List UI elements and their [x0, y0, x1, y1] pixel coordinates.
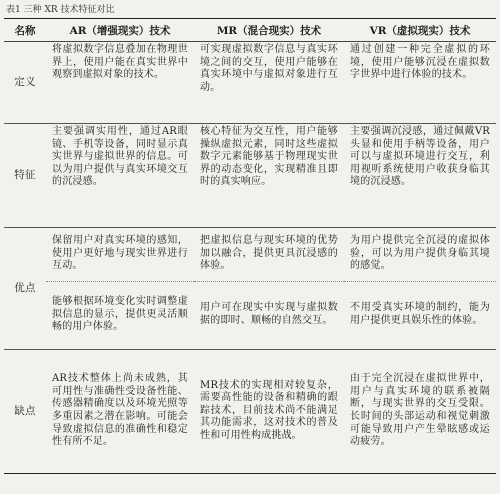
- row-label-advantage: 优点: [4, 228, 46, 350]
- cell-advantage-ar-1: 保留用户对真实环境的感知，使用户更好地与现实世界进行互动。: [46, 228, 194, 282]
- table-row-disadvantage: [4, 350, 496, 474]
- cell-advantage-ar-2: 能够根据环境变化实时调整虚拟信息的显示，提供更灵活顺畅的用户体验。: [46, 282, 194, 350]
- table-header-row: [4, 19, 496, 42]
- cell-feature-ar: 主要强调实用性，通过AR眼镜、手机等设备，同时显示真实世界与虚拟世界的信息。可以为用户提供与真实环境交互的沉浸感。: [46, 124, 194, 228]
- header-ar: AR（增强现实）技术: [46, 19, 194, 42]
- cell-definition-ar: 将虚拟数字信息叠加在物理世界上，使用户能在真实世界中观察到虚拟对象的技术。: [46, 42, 194, 124]
- row-label-feature: 特征: [4, 124, 46, 228]
- cell-feature-mr: 核心特征为交互性，用户能够操纵虚拟元素，同时这些虚拟数字元素能够基于物理现实世界的动态变化，实现精准且即时的真实响应。: [194, 124, 344, 228]
- cell-feature-vr: 主要强调沉浸感，通过佩戴VR头显和使用手柄等设备，用户可以与虚拟环境进行交互，利用视听系统使用户收获身临其境的沉浸感。: [344, 124, 496, 228]
- cell-definition-vr: 通过创建一种完全虚拟的环境，使用户能够沉浸在虚拟数字世界中进行体验的技术。: [344, 42, 496, 124]
- cell-advantage-mr-2: 用户可在现实中实现与虚拟数据的即时、顺畅的自然交互。: [194, 282, 344, 350]
- cell-disadvantage-mr: MR技术的实现相对较复杂，需要高性能的设备和精确的跟踪技术，目前技术尚不能满足其功能需求，这对技术的普及性和可用性构成挑战。: [194, 350, 344, 474]
- row-label-definition: 定义: [4, 42, 46, 124]
- table-row-feature: [4, 124, 496, 228]
- header-name: 名称: [4, 19, 46, 42]
- cell-advantage-mr-1: 把虚拟信息与现实环境的优势加以融合，提供更具沉浸感的体验。: [194, 228, 344, 282]
- header-vr: VR（虚拟现实）技术: [344, 19, 496, 42]
- cell-advantage-vr-2: 不用受真实环境的制约，能为用户提供更具娱乐性的体验。: [344, 282, 496, 350]
- xr-comparison-table: [4, 18, 496, 474]
- header-mr: MR（混合现实）技术: [194, 19, 344, 42]
- cell-disadvantage-vr: 由于完全沉浸在虚拟世界中，用户与真实环境的联系被隔断，与现实世界的交互受限。长时间的头部运动和视觉刺激可能导致用户产生晕眩感或运动疲劳。: [344, 350, 496, 474]
- cell-advantage-vr-1: 为用户提供完全沉浸的虚拟体验，可以为用户提供身临其境的感觉。: [344, 228, 496, 282]
- row-label-disadvantage: 缺点: [4, 350, 46, 474]
- table-row-advantage-2: [4, 282, 496, 350]
- table-row-definition: [4, 42, 496, 124]
- cell-disadvantage-ar: AR技术整体上尚未成熟，其可用性与准确性受设备性能、传感器精确度以及环境光照等多重因素之潜在影响。可能会导致虚拟信息的准确性和稳定性有所不足。: [46, 350, 194, 474]
- table-caption: 表1 三种 XR 技术特征对比: [6, 5, 115, 15]
- cell-definition-mr: 可实现虚拟数字信息与真实环境之间的交互，使用户能够在真实环境中与虚拟对象进行互动。: [194, 42, 344, 124]
- table-row-advantage-1: [4, 228, 496, 282]
